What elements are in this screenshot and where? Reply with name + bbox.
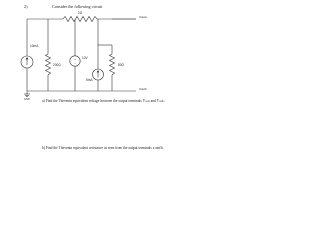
part-a-mid: and V bbox=[149, 99, 160, 103]
question-number: 2) bbox=[24, 4, 28, 9]
question-part-b: b) Find the Thevenin equivalent resistance as seen from the output terminals a and b. bbox=[42, 146, 164, 150]
part-a-sub-a: outa bbox=[145, 100, 150, 103]
circuit-diagram bbox=[0, 0, 200, 100]
top-resistor bbox=[63, 17, 97, 22]
ground-symbol bbox=[24, 91, 30, 97]
current-source-mid-label: 5mA bbox=[86, 78, 93, 82]
svg-text:−: − bbox=[74, 61, 76, 66]
resistor-right-label: 50Ω bbox=[118, 63, 124, 67]
resistor-mid-left-label: 200Ω bbox=[53, 63, 61, 67]
part-a-sub-b: outb bbox=[159, 100, 164, 103]
question-part-a bbox=[42, 100, 165, 104]
part-a-end: . bbox=[163, 99, 165, 103]
worksheet-page bbox=[0, 0, 200, 168]
ground-label: GND bbox=[24, 98, 30, 100]
current-source-left-label: 10mA bbox=[30, 44, 39, 48]
terminal-b-label: Voutb bbox=[139, 87, 147, 91]
svg-text:+: + bbox=[74, 57, 76, 61]
circuit-wires bbox=[27, 19, 136, 91]
voltage-source-label: 10V bbox=[82, 56, 88, 60]
top-resistor-label: 2Ω bbox=[77, 11, 83, 15]
terminal-a-label: Vouta bbox=[139, 15, 147, 19]
resistor-mid-left bbox=[46, 54, 51, 75]
question-intro: Consider the following circuit bbox=[52, 4, 103, 9]
part-a-text: a) Find the Thevenin equivalent voltage between the output terminals V bbox=[42, 99, 146, 103]
resistor-right bbox=[110, 54, 115, 75]
